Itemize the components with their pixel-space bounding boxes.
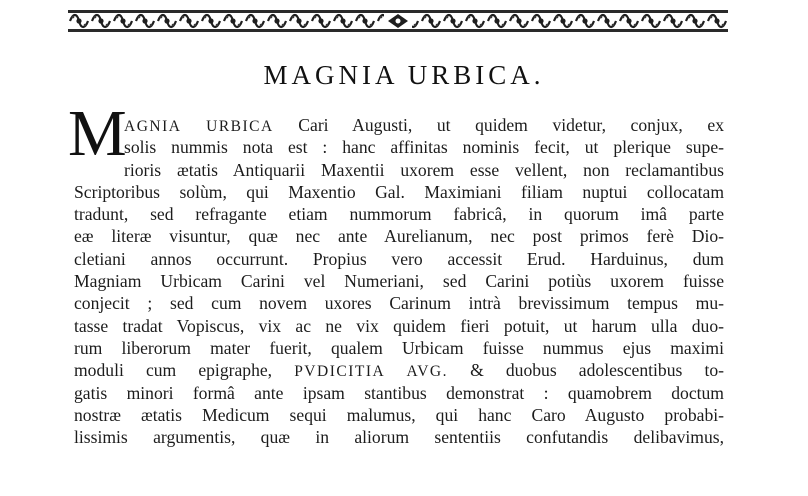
text-line-4: Scriptoribus solùm, qui Maxentio Gal. Maximiani filiam nuptui collocatam	[74, 181, 724, 202]
ornament-mark	[326, 24, 329, 27]
text-line-3: rioris ætatis Antiquarii Maxentii uxorem esse vellent, non reclamantibus	[124, 159, 724, 180]
text-line-13: gatis minori formâ ante ipsam stantibus demonstrat : quamobrem doctum	[74, 382, 724, 403]
text-line-2: solis nummis nota est : hanc affinitas nominis fecit, ut plerique supe-	[124, 137, 724, 158]
text-line-12-post: & duobus adolescentibus to-	[448, 360, 724, 381]
ornament-mark	[556, 16, 559, 19]
ornament-mark	[248, 16, 251, 19]
ornament-mark	[670, 18, 675, 23]
text-line-12-pre: moduli cum epigraphe,	[74, 360, 295, 381]
ornament-mark	[282, 24, 285, 27]
ornament-mark	[270, 16, 273, 19]
ornament-mark	[160, 16, 163, 19]
article-body	[74, 114, 724, 448]
ornament-mark	[626, 18, 631, 23]
ornament-mark	[688, 16, 691, 19]
headpiece-ornament-graphic	[68, 8, 728, 34]
ornament-mark	[582, 18, 587, 23]
ornament-mark	[534, 16, 537, 19]
ornament-mark	[714, 18, 719, 23]
ornament-mark	[546, 24, 549, 27]
ornament-mark	[230, 18, 235, 23]
ornament-mark	[604, 18, 609, 23]
ornament-mark	[292, 16, 295, 19]
text-line-7: cletiani annos occurrunt. Propius vero accessit Erud. Harduinus, dum	[74, 248, 724, 269]
ornament-mark	[600, 16, 603, 19]
ornament-mark	[120, 18, 125, 23]
ornament-mark	[502, 24, 505, 27]
ornament-mark	[578, 16, 581, 19]
ornament-mark	[98, 18, 103, 23]
ornament-mark	[186, 18, 191, 23]
ornament-mark	[590, 24, 593, 27]
ornament-mark	[710, 16, 713, 19]
ornament-mark	[142, 18, 147, 23]
ornament-mark	[428, 18, 433, 23]
ornament-mark	[512, 16, 515, 19]
ornament-mark	[568, 24, 571, 27]
ornament-mark	[524, 24, 527, 27]
ornament-mark	[678, 24, 681, 27]
decorative-headpiece	[68, 8, 728, 34]
ornament-mark	[516, 18, 521, 23]
text-line-8: Magniam Urbicam Carini vel Numeriani, sed Carini potiùs uxorem fuisse	[74, 271, 724, 292]
ornament-mark	[72, 16, 75, 19]
ornament-mark	[348, 24, 351, 27]
ornament-mark	[622, 16, 625, 19]
text-line-12	[74, 359, 724, 381]
ornament-mark	[538, 18, 543, 23]
ornament-mark	[340, 18, 345, 23]
text-line-6: eæ literæ visuntur, quæ nec ante Aurelianum, nec post primos ferè Dio-	[74, 226, 724, 247]
ornament-mark	[490, 16, 493, 19]
ornament-mark	[274, 18, 279, 23]
ornament-mark	[138, 16, 141, 19]
ornament-mark	[700, 24, 703, 27]
ornament-mark	[458, 24, 461, 27]
ornament-mark	[304, 24, 307, 27]
ornament-mark	[468, 16, 471, 19]
text-line-9: conjecit ; sed cum novem uxores Carinum intrà brevissimum tempus mu-	[74, 293, 724, 314]
drop-cap-initial: M	[68, 97, 127, 170]
text-line-5: tradunt, sed refragante etiam nummorum fabricâ, in quorum imâ parte	[74, 204, 724, 225]
ornament-mark	[370, 24, 373, 27]
ornament-mark	[494, 18, 499, 23]
ornament-mark	[414, 24, 417, 27]
lead-name-smallcaps: AGNIA URBICA	[124, 118, 274, 135]
ornament-mark	[164, 18, 169, 23]
ornament-mark	[666, 16, 669, 19]
ornament-mark	[380, 16, 383, 19]
ornament-mark	[358, 16, 361, 19]
ornament-mark	[396, 19, 401, 24]
ornament-mark	[68, 10, 728, 13]
ornament-mark	[336, 16, 339, 19]
ornament-mark	[128, 24, 131, 27]
ornament-mark	[260, 24, 263, 27]
ornament-mark	[172, 24, 175, 27]
ornament-mark	[314, 16, 317, 19]
ornament-mark	[252, 18, 257, 23]
page-title: MAGNIA URBICA.	[263, 60, 545, 90]
ornament-mark	[296, 18, 301, 23]
ornament-mark	[106, 24, 109, 27]
ornament-mark	[450, 18, 455, 23]
ornament-mark	[68, 29, 728, 32]
text-line-1-rest: Cari Augusti, ut quidem videtur, conjux, ex	[273, 115, 724, 135]
ornament-mark	[446, 16, 449, 19]
ornament-mark	[656, 24, 659, 27]
ornament-mark	[424, 16, 427, 19]
text-line-1	[74, 114, 724, 136]
ornament-mark	[182, 16, 185, 19]
ornament-mark	[318, 18, 323, 23]
ornament-mark	[76, 18, 81, 23]
ornament-mark	[238, 24, 241, 27]
ornament-mark	[150, 24, 153, 27]
ornament-mark	[208, 18, 213, 23]
text-line-14: nostræ ætatis Medicum sequi malumus, qui hanc Caro Augusto probabi-	[74, 404, 724, 425]
ornament-mark	[436, 24, 439, 27]
ornament-mark	[194, 24, 197, 27]
ornament-mark	[480, 24, 483, 27]
text-line-15: lissimis argumentis, quæ in aliorum sententiis confutandis delibavimus,	[74, 427, 724, 448]
ornament-mark	[722, 24, 725, 27]
ornament-mark	[560, 18, 565, 23]
ornament-mark	[692, 18, 697, 23]
text-line-10: tasse tradat Vopiscus, vix ac ne vix quidem fieri potuit, ut harum ulla duo-	[74, 315, 724, 336]
ornament-mark	[204, 16, 207, 19]
inscription-pudicitia: PVDICITIA AVG.	[294, 363, 448, 381]
ornament-mark	[94, 16, 97, 19]
ornament-mark	[612, 24, 615, 27]
text-line-11: rum liberorum mater fuerit, qualem Urbicam fuisse nummus ejus maximi	[74, 337, 724, 358]
ornament-mark	[226, 16, 229, 19]
ornament-mark	[648, 18, 653, 23]
ornament-mark	[116, 16, 119, 19]
ornament-mark	[472, 18, 477, 23]
ornament-mark	[362, 18, 367, 23]
ornament-mark	[84, 24, 87, 27]
ornament-mark	[644, 16, 647, 19]
ornament-mark	[634, 24, 637, 27]
ornament-mark	[216, 24, 219, 27]
